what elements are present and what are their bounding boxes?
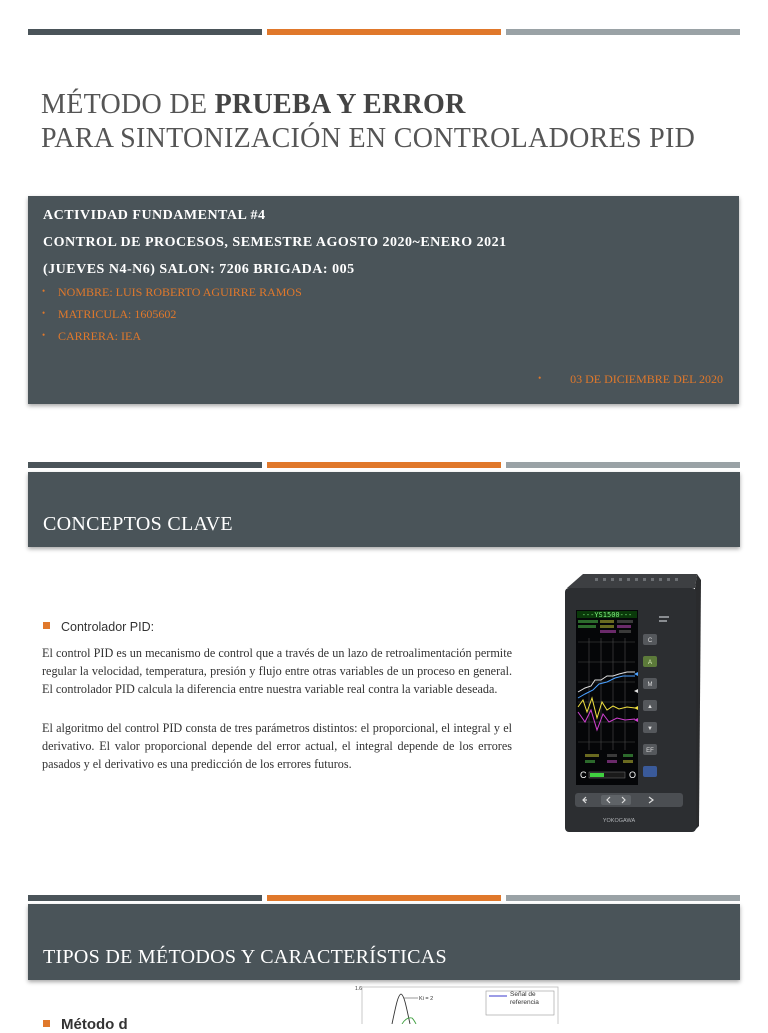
section-band	[28, 904, 740, 980]
scale-left-label: C	[580, 770, 587, 780]
schedule-line: (JUEVES N4-N6) SALON: 7206 BRIGADA: 005	[43, 262, 355, 277]
key-up: ▲	[647, 704, 653, 710]
course-line: CONTROL DE PROCESOS, SEMESTRE AGOSTO 2020~ENERO 2021	[43, 235, 507, 250]
response-graph	[352, 983, 562, 1024]
accent-stripe-dark	[28, 462, 262, 468]
paragraph-1: El control PID es un mecanismo de control que a través de un lazo de retroalimentación permite regular la velocidad, temperatura, presión y flujo entre otras variables de un proceso en general. El controlador PID calcula la diferencia entre nuestra variable real contra la variable deseada.	[42, 646, 512, 696]
graph-y-tick: 1.6	[355, 986, 362, 992]
bullet-dot: •	[42, 330, 46, 340]
accent-stripe-gray	[506, 29, 740, 35]
title-bold: PRUEBA Y ERROR	[214, 89, 466, 120]
key-c: C	[647, 638, 653, 644]
bullet-square-icon	[43, 622, 50, 629]
accent-stripe-dark	[28, 29, 262, 35]
section-title: TIPOS DE MÉTODOS Y CARACTERÍSTICAS	[43, 946, 447, 968]
legend-label-box	[510, 991, 554, 1015]
output-bar-fill	[590, 773, 604, 777]
pid-controller-image	[555, 572, 705, 834]
bullet-partial: Método d	[61, 1016, 128, 1033]
accent-stripe-orange	[267, 29, 501, 35]
career-bullet	[42, 329, 141, 344]
key-down: ▼	[647, 726, 653, 732]
career-text: CARRERA: IEA	[58, 329, 142, 343]
accent-stripe-gray	[506, 895, 740, 901]
accent-stripe-orange	[267, 895, 501, 901]
graph-curve-label: Ki = 2	[419, 996, 434, 1002]
info-box	[28, 196, 739, 404]
accent-stripe-orange	[267, 462, 501, 468]
legend-label: Señal de referencia	[510, 991, 539, 1006]
slide-title	[41, 88, 741, 156]
brand-label: YOKOGAWA	[602, 818, 636, 824]
date-bullet	[538, 372, 723, 387]
section-band	[28, 472, 740, 547]
date-text: 03 DE DICIEMBRE DEL 2020	[570, 372, 723, 386]
bullet-heading: Controlador PID:	[61, 620, 155, 634]
activity-line: ACTIVIDAD FUNDAMENTAL #4	[43, 208, 266, 223]
paragraph-2: El algoritmo del control PID consta de tres parámetros distintos: el proporcional, el integral y el derivativo. El valor proporcional depende del error actual, el integral depende de los errores pasados y el derivativo es una predicción de los errores futuros.	[42, 721, 512, 771]
title-plain: MÉTODO DE	[41, 89, 215, 120]
name-text: NOMBRE: LUIS ROBERTO AGUIRRE RAMOS	[58, 285, 302, 299]
scale-right-label: O	[629, 770, 637, 780]
bullet-dot: •	[42, 308, 46, 318]
title-subline: PARA SINTONIZACIÓN EN CONTROLADORES PID	[41, 123, 696, 154]
matricula-bullet	[42, 307, 176, 322]
key-ef: EF	[646, 748, 654, 754]
screen-header: ---YS1500---	[581, 611, 633, 619]
section-title: CONCEPTOS CLAVE	[43, 513, 233, 535]
bullet-dot: •	[538, 373, 542, 383]
name-bullet	[42, 285, 302, 300]
key-m: M	[647, 682, 653, 688]
matricula-text: MATRICULA: 1605602	[58, 307, 177, 321]
bullet-dot: •	[42, 286, 46, 296]
device-screen	[576, 610, 638, 785]
accent-stripe-dark	[28, 895, 262, 901]
accent-stripe-gray	[506, 462, 740, 468]
nav-center-key	[601, 795, 631, 805]
key-a: A	[647, 660, 653, 666]
